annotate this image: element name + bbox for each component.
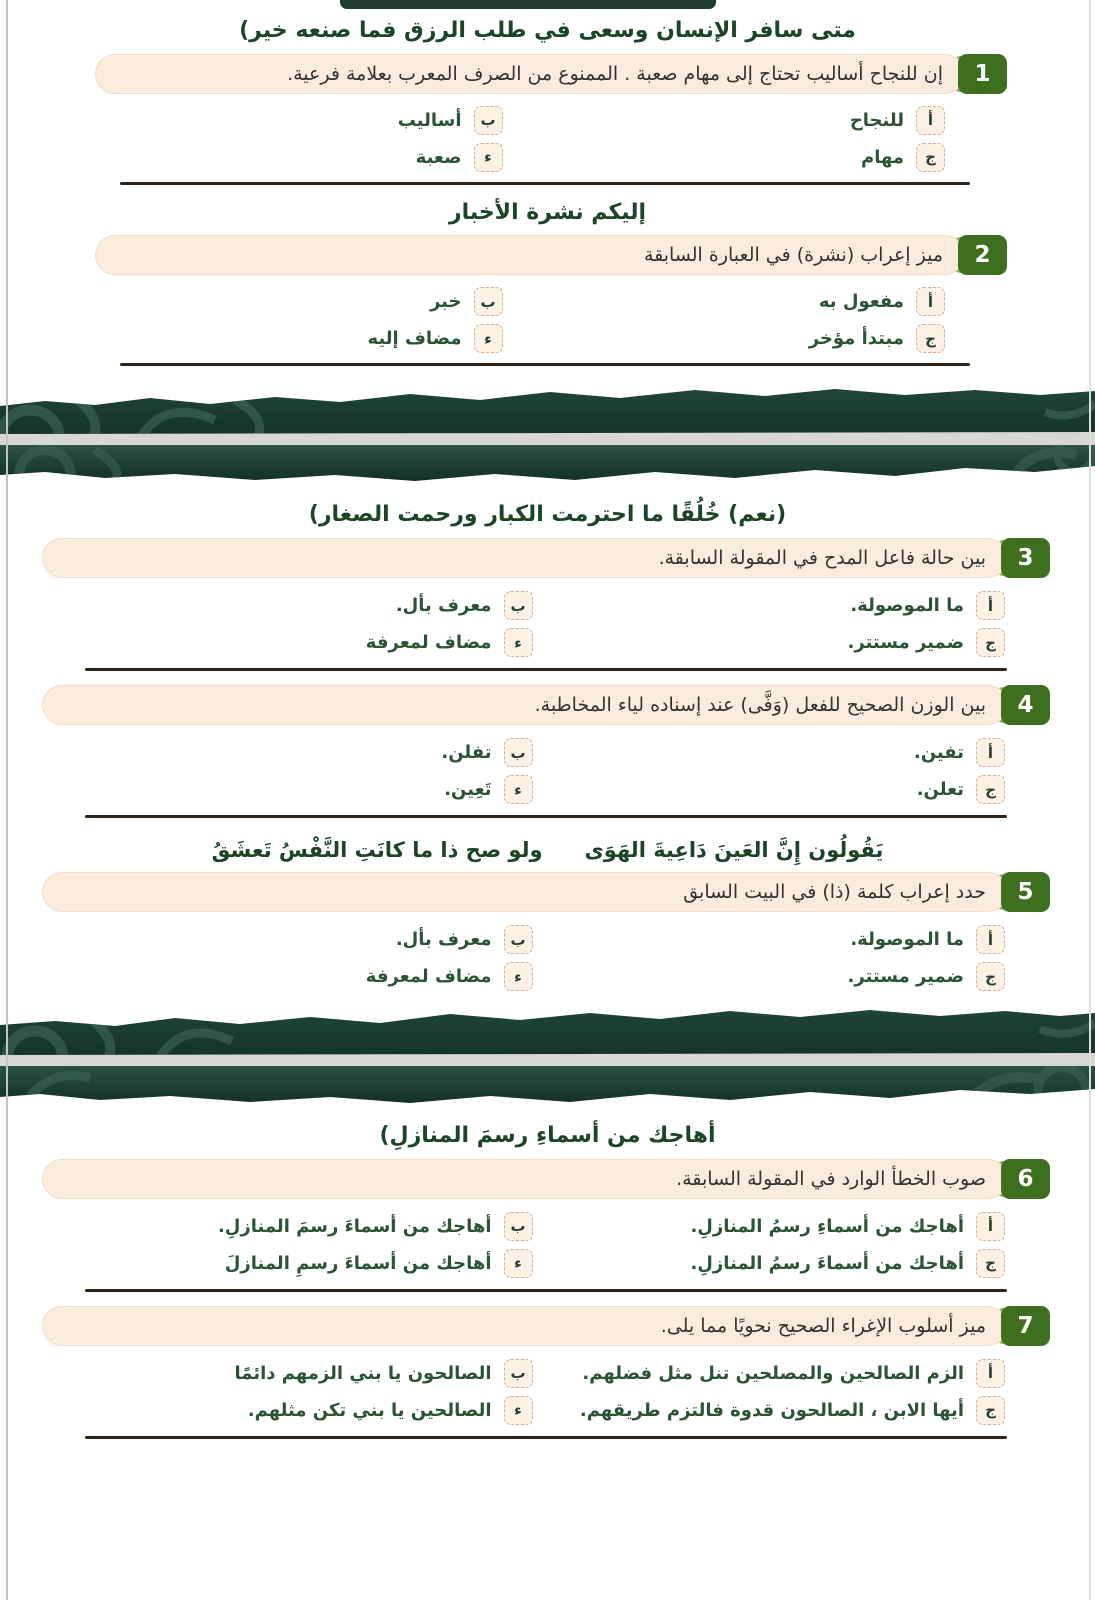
option-label: أساليب: [397, 109, 462, 131]
options-grid: [60, 591, 1005, 657]
question-prompt: إن للنجاح أساليب تحتاج إلى مهام صعبة . الممنوع من الصرف المعرب بعلامة فرعية.: [95, 54, 965, 94]
option-label: ضمير مستتر.: [847, 632, 964, 654]
question-7: [0, 1306, 1095, 1439]
option-label: ما الموصولة.: [850, 929, 964, 951]
options-grid: [60, 1212, 1005, 1278]
page-separator-band: [0, 380, 1095, 485]
question-4: [0, 685, 1095, 818]
option-b: [60, 591, 533, 620]
question-number: 3: [1017, 545, 1034, 572]
option-letter-chip: ب: [504, 1359, 533, 1388]
option-c: [533, 775, 1006, 804]
question-number-badge: [1001, 1306, 1050, 1346]
question-7-row: [42, 1306, 1050, 1346]
option-letter-chip: ب: [504, 738, 533, 767]
option-label: خبر: [429, 291, 462, 313]
option-letter-chip: ء: [474, 324, 503, 353]
question-5: [0, 872, 1095, 991]
option-letter-chip: ب: [504, 1212, 533, 1241]
option-label: مهام: [861, 146, 904, 168]
option-letter-chip: ء: [504, 962, 533, 991]
option-d: [60, 962, 533, 991]
option-letter-chip: ء: [504, 1396, 533, 1425]
quote-header: إليكم نشرة الأخبار: [448, 199, 647, 225]
option-letter-chip: ج: [916, 143, 945, 172]
option-b: [60, 738, 533, 767]
question-number: 7: [1017, 1312, 1034, 1339]
poetry-hemistich-1: يَقُولُون إِنَّ العَينَ دَاعِيةَ الهَوَى: [584, 838, 884, 863]
options-grid: [60, 738, 1005, 804]
option-c: [533, 1396, 1006, 1425]
option-label: معرف بأل.: [395, 595, 492, 617]
divider: [120, 363, 970, 366]
divider: [120, 182, 970, 185]
option-label: ما الموصولة.: [850, 595, 964, 617]
option-letter-chip: ج: [976, 775, 1005, 804]
divider: [85, 1289, 1007, 1292]
option-c: [533, 962, 1006, 991]
option-label: أهاجك من أسماءَ رسمَ المنازلِ.: [217, 1215, 492, 1237]
option-label: الزم الصالحين والمصلحين تنل مثل فضلهم.: [582, 1362, 964, 1384]
option-letter-chip: ب: [504, 925, 533, 954]
option-a: [533, 1212, 1006, 1241]
divider: [85, 1436, 1007, 1439]
option-a: [503, 287, 946, 316]
option-label: الصالحون يا بني الزمهم دائمًا: [234, 1362, 492, 1384]
question-1: [0, 54, 1095, 185]
option-letter-chip: ء: [504, 775, 533, 804]
option-a: [533, 738, 1006, 767]
options-grid: [60, 287, 945, 353]
quote-header: (نعم) خُلُقًا ما احترمت الكبار ورحمت الصغار): [308, 502, 787, 528]
option-letter-chip: ب: [474, 287, 503, 316]
option-label: أهاجك من أسماءِ رسمُ المنازلِ.: [690, 1215, 964, 1237]
question-number-badge: [1001, 872, 1050, 912]
section-1: [0, 0, 1095, 366]
question-prompt: حدد إعراب كلمة (ذا) في البيت السابق: [42, 872, 1008, 912]
option-label: مفعول به: [818, 291, 904, 313]
question-number: 1: [974, 60, 991, 87]
section-3: [0, 1106, 1095, 1439]
option-d: [60, 1396, 533, 1425]
option-c: [533, 1249, 1006, 1278]
option-label: أهاجك من أسماءَ رسمِ المنازلَ: [224, 1252, 492, 1274]
option-letter-chip: أ: [976, 1212, 1005, 1241]
question-prompt: ميز أسلوب الإغراء الصحيح نحويًا مما يلى.: [42, 1306, 1008, 1346]
option-d: [60, 628, 533, 657]
option-a: [533, 925, 1006, 954]
option-letter-chip: أ: [976, 925, 1005, 954]
question-number: 5: [1017, 879, 1034, 906]
option-d: [60, 775, 533, 804]
question-1-row: [95, 54, 1007, 94]
option-letter-chip: ج: [976, 1249, 1005, 1278]
option-label: تفين.: [913, 742, 964, 764]
question-prompt: بين الوزن الصحيح للفعل (وَفَّى) عند إسناده لياء المخاطبة.: [42, 685, 1008, 725]
option-d: [60, 324, 503, 353]
option-label: تَعِين.: [444, 779, 492, 801]
question-number-badge: [1001, 1159, 1050, 1199]
question-number: 2: [974, 242, 991, 269]
poetry-hemistich-2: ولو صح ذا ما كانَتِ النَّفْسُ تَعشَقُ: [211, 838, 543, 863]
option-c: [503, 143, 946, 172]
option-label: معرف بأل.: [395, 929, 492, 951]
option-letter-chip: أ: [916, 106, 945, 135]
option-label: صعبة: [415, 146, 462, 168]
option-letter-chip: ء: [474, 143, 503, 172]
option-d: [60, 1249, 533, 1278]
options-grid: [60, 1359, 1005, 1425]
option-letter-chip: ج: [916, 324, 945, 353]
option-letter-chip: أ: [976, 1359, 1005, 1388]
question-2: [0, 235, 1095, 366]
option-label: ضمير مستتر.: [847, 966, 964, 988]
question-number-badge: [1001, 685, 1050, 725]
option-c: [533, 628, 1006, 657]
option-letter-chip: ب: [504, 591, 533, 620]
option-letter-chip: ء: [504, 628, 533, 657]
option-label: أهاجك من أسماءَ رسمُ المنازلِ.: [690, 1252, 964, 1274]
question-number-badge: [1001, 538, 1050, 578]
option-letter-chip: ج: [976, 962, 1005, 991]
option-b: [60, 1359, 533, 1388]
options-grid: [60, 106, 945, 172]
option-d: [60, 143, 503, 172]
option-letter-chip: ج: [976, 628, 1005, 657]
option-b: [60, 925, 533, 954]
option-a: [503, 106, 946, 135]
question-number: 4: [1017, 692, 1034, 719]
option-letter-chip: أ: [976, 738, 1005, 767]
question-number-badge: [958, 54, 1007, 94]
option-label: مضاف إليه: [367, 328, 462, 350]
option-b: [60, 106, 503, 135]
divider: [85, 815, 1007, 818]
option-label: مضاف لمعرفة: [365, 632, 492, 654]
question-3: [0, 538, 1095, 671]
option-letter-chip: ء: [504, 1249, 533, 1278]
option-label: للنجاح: [849, 109, 904, 131]
poetry-verse: [0, 838, 1095, 862]
question-5-row: [42, 872, 1050, 912]
option-label: الصالحين يا بني تكن مثلهم.: [247, 1399, 492, 1421]
quote-header: متى سافر الإنسان وسعى في طلب الرزق فما صنعه خير): [239, 18, 856, 43]
option-a: [533, 1359, 1006, 1388]
question-prompt: صوب الخطأ الوارد في المقولة السابقة.: [42, 1159, 1008, 1199]
option-label: تفلن.: [441, 742, 492, 764]
option-letter-chip: ب: [474, 106, 503, 135]
option-c: [503, 324, 946, 353]
question-6: [0, 1159, 1095, 1292]
question-prompt: ميز إعراب (نشرة) في العبارة السابقة: [95, 235, 965, 275]
option-b: [60, 1212, 533, 1241]
option-letter-chip: ج: [976, 1396, 1005, 1425]
option-label: مضاف لمعرفة: [365, 966, 492, 988]
question-6-row: [42, 1159, 1050, 1199]
question-3-row: [42, 538, 1050, 578]
option-label: تعلن.: [916, 779, 964, 801]
option-label: أيها الابن ، الصالحون قدوة فالتزم طريقهم.: [579, 1399, 964, 1421]
section-2: [0, 485, 1095, 991]
question-4-row: [42, 685, 1050, 725]
quote-header: أهاجك من أسماءِ رسمَ المنازلِ): [379, 1123, 716, 1149]
option-b: [60, 287, 503, 316]
option-a: [533, 591, 1006, 620]
question-number: 6: [1017, 1165, 1034, 1192]
option-label: مبتدأ مؤخر: [808, 328, 904, 350]
page-separator-band: [0, 1001, 1095, 1106]
question-2-row: [95, 235, 1007, 275]
options-grid: [60, 925, 1005, 991]
option-letter-chip: أ: [976, 591, 1005, 620]
question-number-badge: [958, 235, 1007, 275]
divider: [85, 668, 1007, 671]
question-prompt: بين حالة فاعل المدح في المقولة السابقة.: [42, 538, 1008, 578]
option-letter-chip: أ: [916, 287, 945, 316]
